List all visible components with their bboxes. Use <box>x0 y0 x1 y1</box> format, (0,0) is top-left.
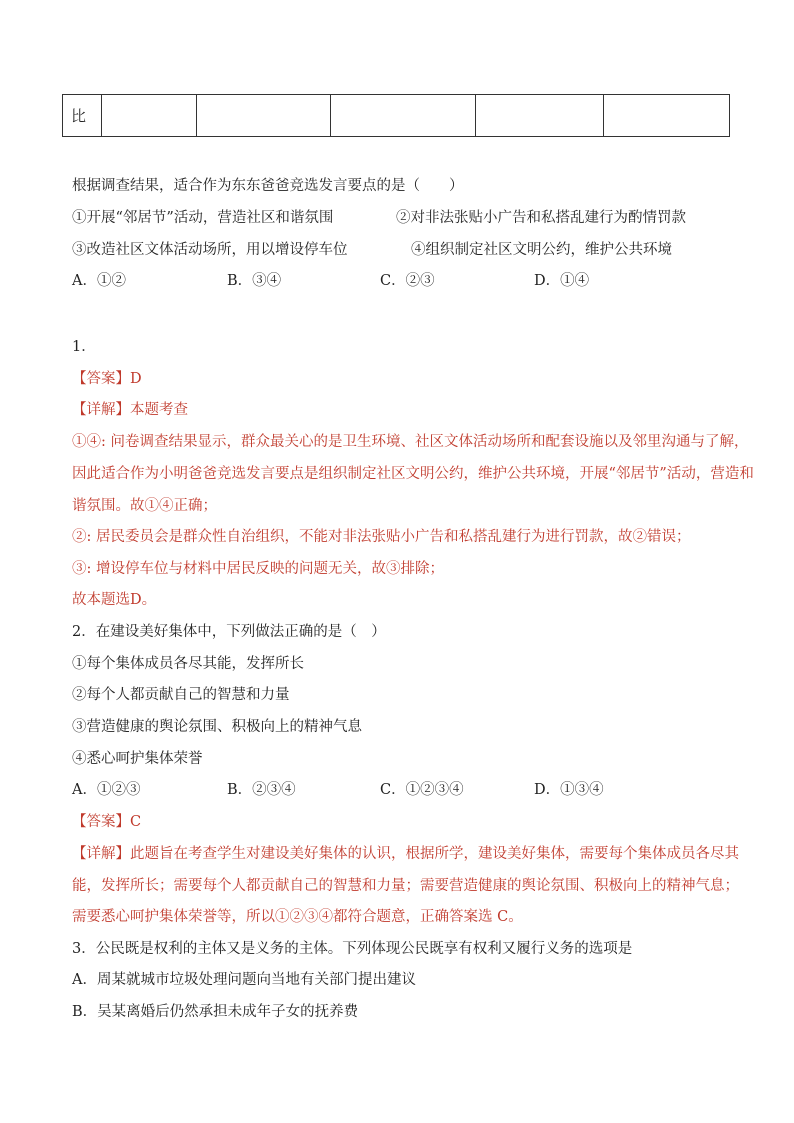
explanation-line: 谐氛围。故①④正确； <box>72 498 217 514</box>
option-4: ④组织制定社区文明公约，维护公共环境 <box>411 242 672 258</box>
question-number: 1． <box>72 339 96 355</box>
choice-a: A．①②③ <box>72 782 141 798</box>
option-1: ①每个集体成员各尽其能，发挥所长 <box>72 656 304 672</box>
table-cell <box>101 95 196 137</box>
question-stem: 3．公民既是权利的主体又是义务的主体。下列体现公民既享有权利又履行义务的选项是 <box>72 941 633 957</box>
question-stem: 根据调查结果，适合作为东东爸爸竞选发言要点的是（ ） <box>72 178 464 194</box>
option-1: ①开展“邻居节”活动，营造社区和谐氛围 <box>72 210 334 226</box>
explanation-line: ①④: 问卷调查结果显示，群众最关心的是卫生环境、社区文体活动场所和配套设施以及邻里沟通与了解， <box>72 434 749 450</box>
survey-table <box>62 94 730 137</box>
choice-a: A．周某就城市垃圾处理问题向当地有关部门提出建议 <box>72 972 416 988</box>
choice-c: C．②③ <box>380 273 435 289</box>
choice-b: B．③④ <box>227 273 282 289</box>
option-2: ②对非法张贴小广告和私搭乱建行为酌情罚款 <box>396 210 686 226</box>
table-row <box>63 95 730 137</box>
choice-b: B．②③④ <box>227 782 296 798</box>
choice-b: B．吴某离婚后仍然承担未成年子女的抚养费 <box>72 1004 359 1020</box>
option-3: ③营造健康的舆论氛围、积极向上的精神气息 <box>72 719 362 735</box>
answer-label: 【答案】D <box>72 371 142 387</box>
explanation-line: 【详解】此题旨在考查学生对建设美好集体的认识，根据所学，建设美好集体，需要每个集体成员各尽其 <box>72 846 739 862</box>
option-4: ④悉心呵护集体荣誉 <box>72 751 203 767</box>
table-cell-label: 比 <box>63 95 102 137</box>
explanation-line: 需要悉心呵护集体荣誉等，所以①②③④都符合题意，正确答案选 C。 <box>72 909 523 925</box>
choice-c: C．①②③④ <box>380 782 464 798</box>
choice-a: A．①② <box>72 273 126 289</box>
table-cell <box>603 95 729 137</box>
choice-d: D．①④ <box>534 273 590 289</box>
conclusion: 故本题选D。 <box>72 592 157 608</box>
option-3: ③改造社区文体活动场所，用以增设停车位 <box>72 242 348 258</box>
answer-label: 【答案】C <box>72 814 142 830</box>
table-cell <box>331 95 476 137</box>
choice-d: D．①③④ <box>534 782 604 798</box>
table-cell <box>197 95 331 137</box>
option-2: ②每个人都贡献自己的智慧和力量 <box>72 687 290 703</box>
explanation-line: ③: 增设停车位与材料中居民反映的问题无关，故③排除； <box>72 561 444 577</box>
explanation-line: 因此适合作为小明爸爸竞选发言要点是组织制定社区文明公约，维护公共环境，开展“邻居节”活动，营造和 <box>72 466 754 482</box>
explanation-line: 能，发挥所长；需要每个人都贡献自己的智慧和力量；需要营造健康的舆论氛围、积极向上的精神气息； <box>72 878 739 894</box>
question-stem: 2．在建设美好集体中，下列做法正确的是（ ） <box>72 624 386 640</box>
table-cell <box>475 95 603 137</box>
explanation-line: ②: 居民委员会是群众性自治组织，不能对非法张贴小广告和私搭乱建行为进行罚款，故②错误； <box>72 529 691 545</box>
detail-heading: 【详解】本题考查 <box>72 402 188 418</box>
